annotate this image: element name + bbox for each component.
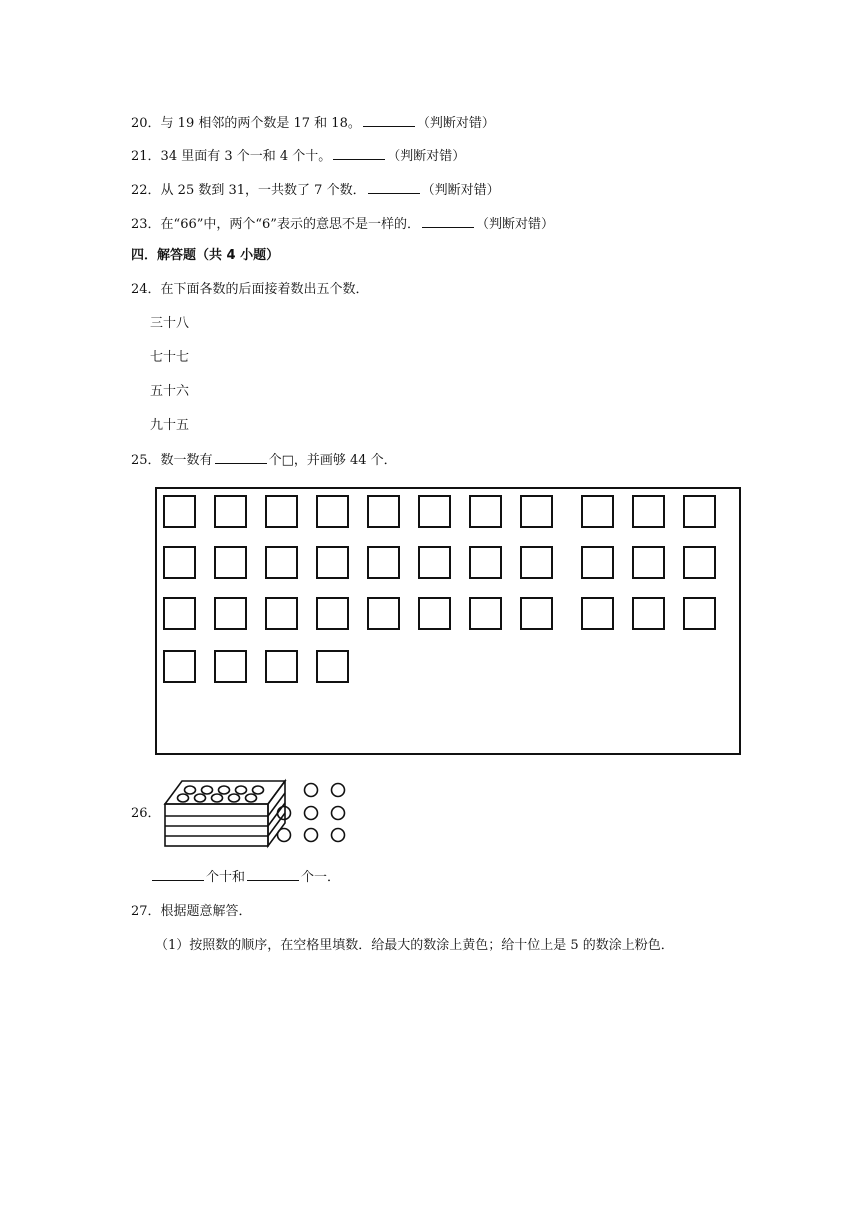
square-box [316, 546, 349, 579]
question-22 [131, 179, 500, 201]
question-suffix: （判断对错） [387, 149, 466, 164]
square-box [683, 546, 716, 579]
one-circle [305, 829, 318, 842]
question-text: 从 25 数到 31，一共数了 7 个数． [160, 183, 366, 198]
square-box [316, 597, 349, 630]
question-number: 20． [131, 116, 161, 131]
one-circle [332, 807, 345, 820]
question-21 [131, 145, 465, 167]
square-box [469, 597, 502, 630]
square-box [214, 495, 247, 528]
question-text: 个十和 [206, 870, 246, 885]
square-box [520, 597, 553, 630]
question-number: 21． [131, 149, 161, 164]
square-box [520, 546, 553, 579]
question-text: 个□，并画够 44 个． [268, 453, 397, 468]
square-box [683, 597, 716, 630]
one-circle [278, 829, 291, 842]
stacked-tens-blocks [165, 781, 285, 846]
square-box [581, 495, 614, 528]
square-box [265, 546, 298, 579]
square-box [632, 546, 665, 579]
one-circle [332, 784, 345, 797]
question-text: 34 里面有 3 个一和 4 个十。 [160, 149, 332, 164]
squares-drawing-area[interactable] [155, 487, 741, 755]
question-suffix: （判断对错） [475, 217, 554, 232]
question-24 [131, 280, 369, 300]
square-box [214, 597, 247, 630]
question-number: 27． [131, 904, 161, 919]
question-text: 与 19 相邻的两个数是 17 和 18。 [160, 116, 361, 131]
question-27-part-1: （1）按照数的顺序，在空格里填数．给最大的数涂上黄色；给十位上是 5 的数涂上粉色． [155, 938, 674, 953]
one-circle [332, 829, 345, 842]
square-box [163, 597, 196, 630]
square-box [316, 650, 349, 683]
square-box [265, 597, 298, 630]
count-start-item: 五十六 [150, 384, 190, 399]
square-box [632, 495, 665, 528]
square-box [418, 597, 451, 630]
tens-answer-blank[interactable] [152, 866, 204, 881]
question-text: 在“66”中，两个“6”表示的意思不是一样的． [160, 217, 420, 232]
count-start-item: 九十五 [150, 418, 190, 433]
question-25 [131, 449, 397, 471]
question-suffix: （判断对错） [416, 116, 495, 131]
square-box [367, 546, 400, 579]
question-26-answer [150, 866, 340, 888]
answer-blank[interactable] [422, 213, 474, 228]
loose-ones-circles [278, 784, 345, 842]
square-box [683, 495, 716, 528]
ones-answer-blank[interactable] [247, 866, 299, 881]
square-box [265, 650, 298, 683]
answer-blank[interactable] [363, 112, 415, 127]
count-start-item: 七十七 [150, 350, 190, 365]
one-circle [305, 807, 318, 820]
square-box [418, 546, 451, 579]
question-number: 25． [131, 453, 161, 468]
section-heading: 四．解答题（共 4 小题） [131, 248, 280, 263]
square-box [214, 546, 247, 579]
square-box [265, 495, 298, 528]
question-suffix: （判断对错） [421, 183, 500, 198]
square-box [316, 495, 349, 528]
square-box [469, 495, 502, 528]
question-number: 24． [131, 282, 161, 297]
square-box [418, 495, 451, 528]
square-box [632, 597, 665, 630]
square-box [214, 650, 247, 683]
question-27 [131, 902, 252, 922]
square-box [163, 495, 196, 528]
one-circle [305, 784, 318, 797]
ten-blocks-figure [162, 778, 352, 850]
question-number: 23． [131, 217, 161, 232]
question-number-26: 26． [131, 806, 161, 821]
one-circle [278, 807, 291, 820]
square-box [520, 495, 553, 528]
answer-blank[interactable] [368, 179, 420, 194]
question-text: 根据题意解答． [160, 904, 252, 919]
question-23 [131, 213, 554, 235]
square-box [367, 597, 400, 630]
question-text: 数一数有 [160, 453, 213, 468]
question-text: 在下面各数的后面接着数出五个数． [160, 282, 369, 297]
answer-blank[interactable] [333, 145, 385, 160]
question-number: 22． [131, 183, 161, 198]
question-20 [131, 112, 495, 134]
square-box [163, 650, 196, 683]
square-box [163, 546, 196, 579]
square-box [469, 546, 502, 579]
count-start-item: 三十八 [150, 316, 190, 331]
square-box [581, 597, 614, 630]
answer-blank[interactable] [215, 449, 267, 464]
square-box [367, 495, 400, 528]
square-box [581, 546, 614, 579]
question-text: 个一． [301, 870, 341, 885]
